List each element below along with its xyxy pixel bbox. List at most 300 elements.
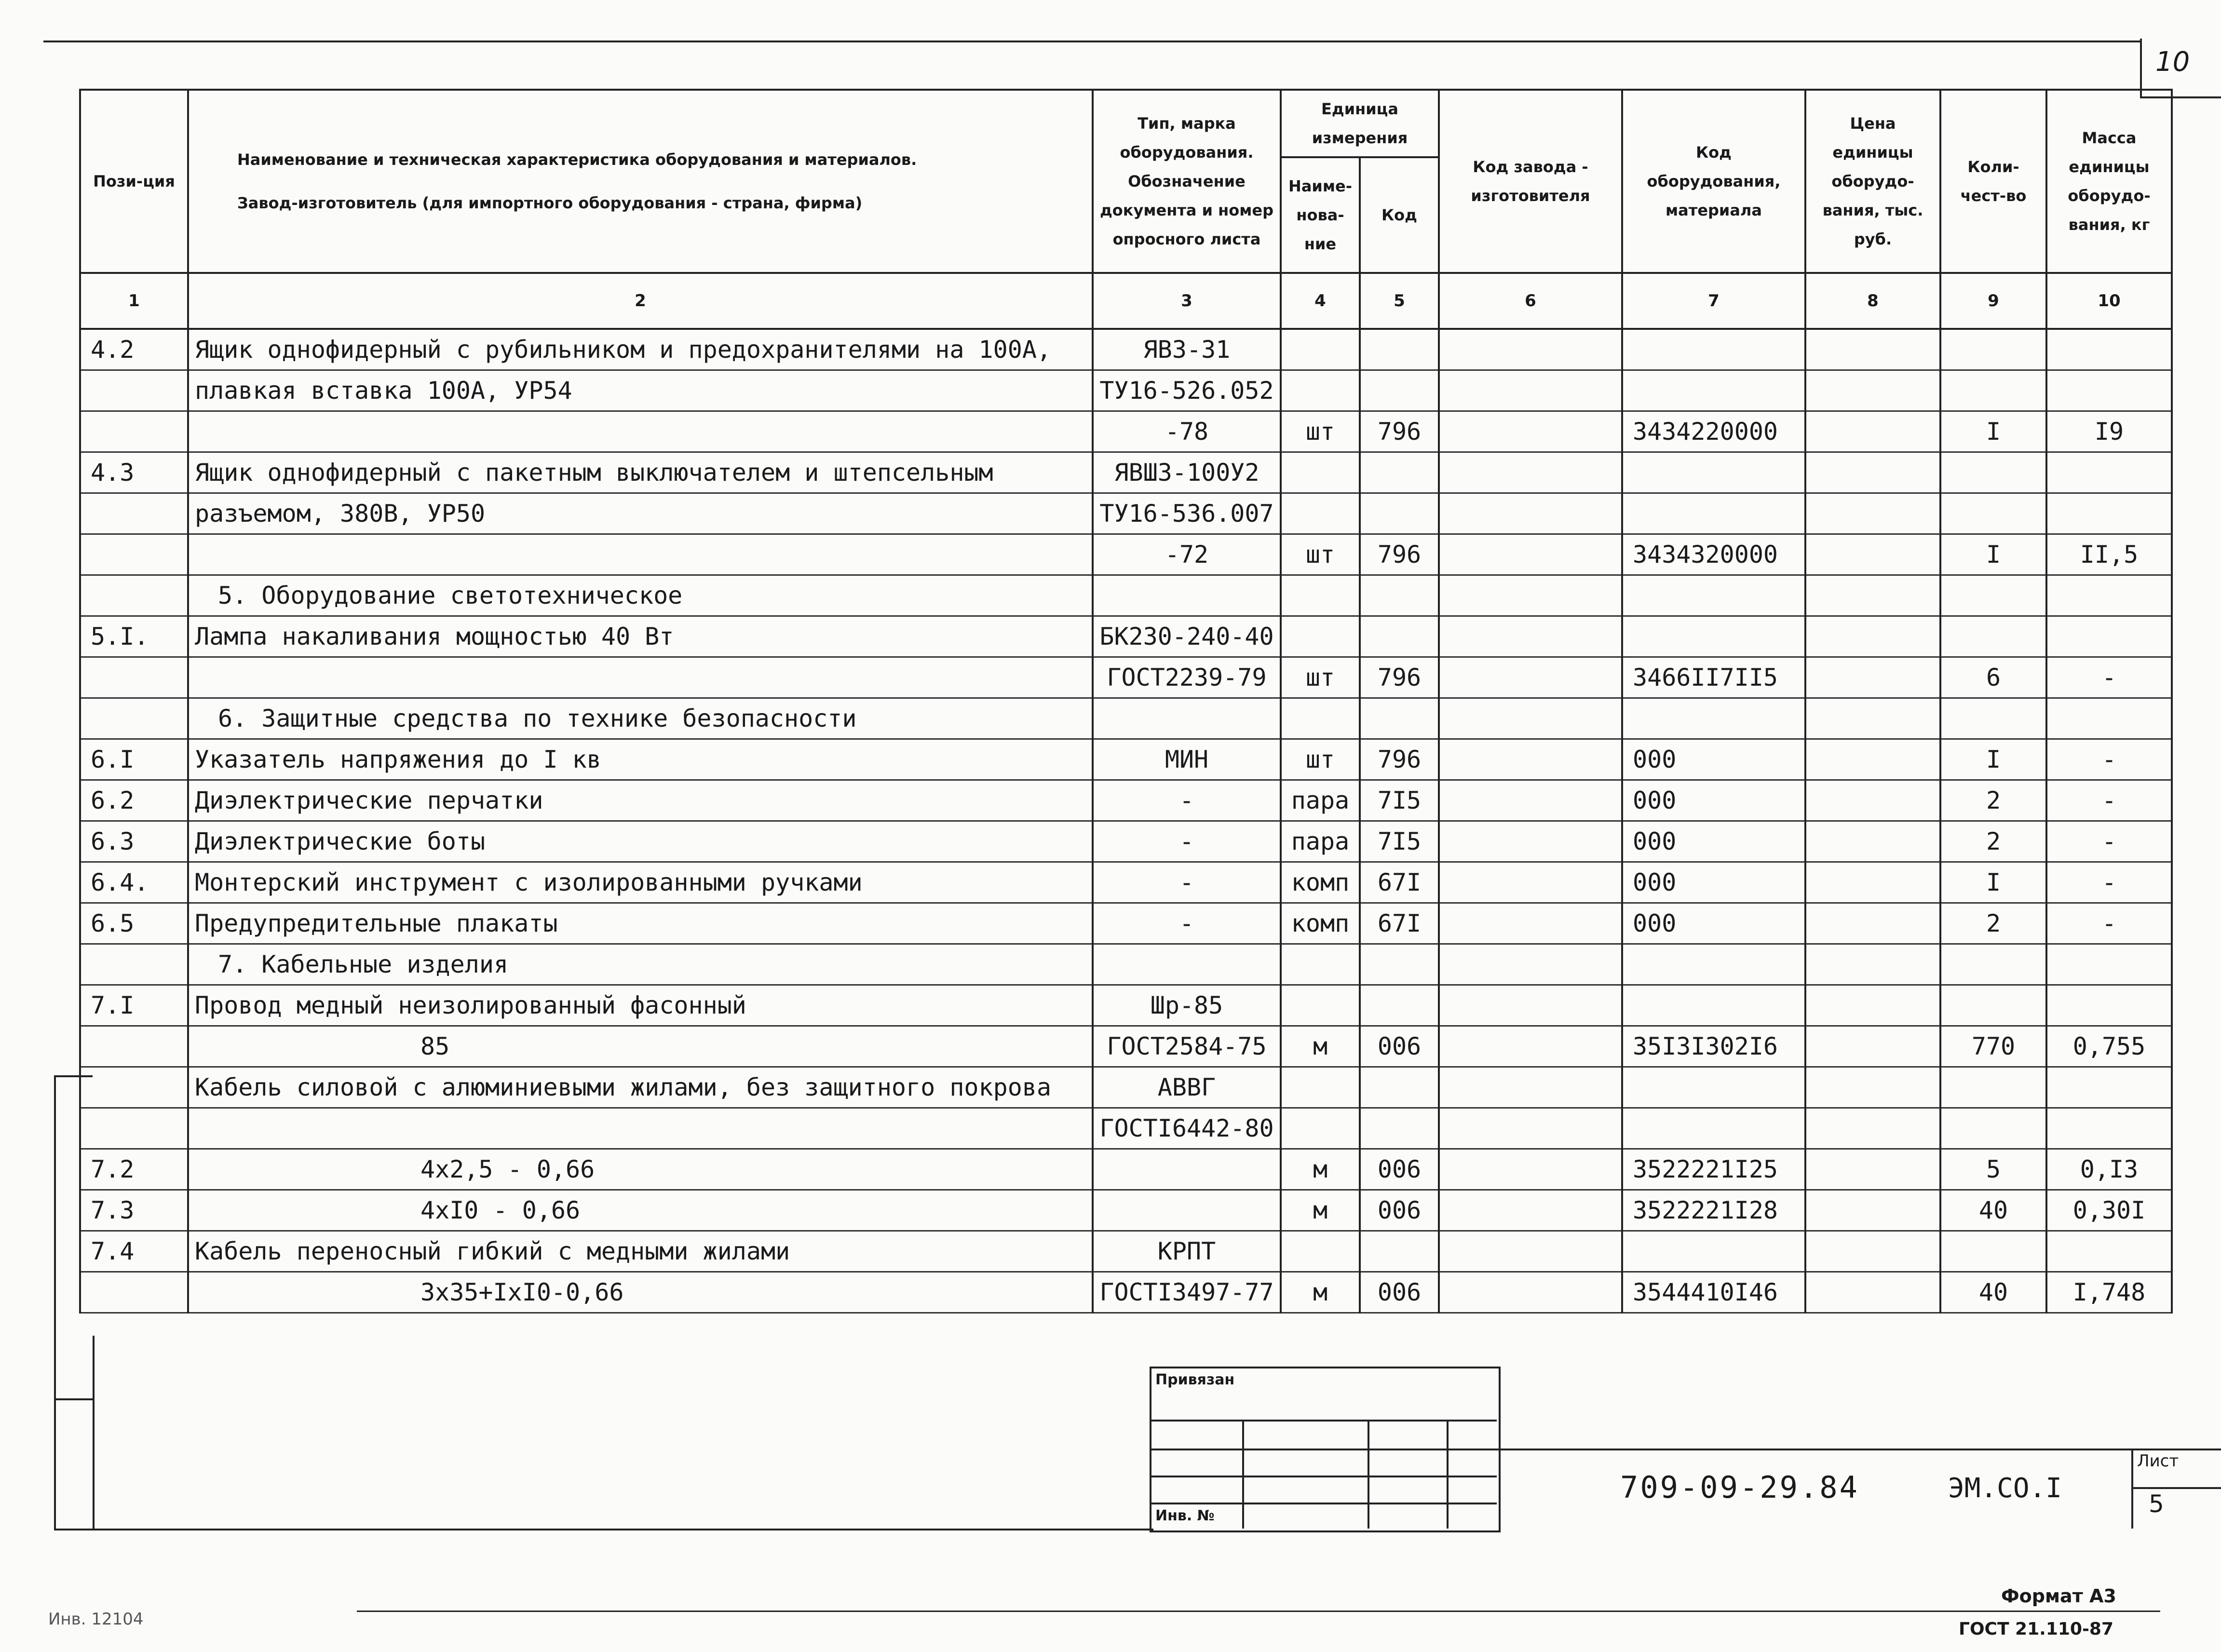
cell-price (1805, 739, 1940, 780)
sheet-label: Лист (2137, 1451, 2179, 1471)
inventory-footer: Инв. 12104 (48, 1610, 144, 1629)
binding-tick (54, 1529, 1153, 1530)
cell-plant-code (1439, 534, 1622, 575)
document-mark: ЭМ.СО.I (1948, 1473, 2062, 1504)
stamp-line (1150, 1476, 1497, 1477)
header-quantity: Коли-чест-во (1940, 90, 2046, 273)
cell-unit-code: 006 (1360, 1272, 1439, 1313)
cell-mass (2046, 370, 2172, 411)
table-row (80, 780, 2172, 821)
cell-unit-code: 796 (1360, 739, 1439, 780)
cell-name (188, 657, 1093, 698)
cell-name: Диэлектрические перчатки (188, 780, 1093, 821)
cell-type: -78 (1093, 411, 1281, 452)
cell-equipment-code: 35I3I302I6 (1622, 1026, 1805, 1067)
cell-mass: 0,30I (2046, 1190, 2172, 1231)
stamp-attached-label: Привязан (1155, 1371, 1235, 1388)
cell-type: КРПТ (1093, 1231, 1281, 1272)
cell-equipment-code (1622, 1108, 1805, 1149)
cell-quantity (1940, 944, 2046, 985)
cell-quantity: I (1940, 862, 2046, 903)
cell-equipment-code: 3466II7II5 (1622, 657, 1805, 698)
table-row (80, 370, 2172, 411)
cell-equipment-code (1622, 329, 1805, 370)
cell-plant-code (1439, 1190, 1622, 1231)
cell-quantity (1940, 616, 2046, 657)
cell-mass: 0,755 (2046, 1026, 2172, 1067)
cell-unit-code: 006 (1360, 1149, 1439, 1190)
cell-position: 7.2 (80, 1149, 188, 1190)
cell-name: 6. Защитные средства по технике безопасности (188, 698, 1093, 739)
cell-unit-name (1281, 944, 1360, 985)
header-mass: Масса единицы оборудо-вания, кг (2046, 90, 2172, 273)
table-row (80, 411, 2172, 452)
cell-mass: I,748 (2046, 1272, 2172, 1313)
cell-position: 6.I (80, 739, 188, 780)
cell-name: 5. Оборудование светотехническое (188, 575, 1093, 616)
cell-plant-code (1439, 616, 1622, 657)
cell-name: Провод медный неизолированный фасонный (188, 985, 1093, 1026)
cell-quantity: I (1940, 739, 2046, 780)
cell-name: 85 (188, 1026, 1093, 1067)
cell-position (80, 657, 188, 698)
cell-position: 4.2 (80, 329, 188, 370)
cell-plant-code (1439, 1067, 1622, 1108)
header-plant-code: Код завода - изготовителя (1439, 90, 1622, 273)
cell-price (1805, 1149, 1940, 1190)
cell-unit-code: 796 (1360, 411, 1439, 452)
cell-price (1805, 1108, 1940, 1149)
cell-unit-code: 006 (1360, 1026, 1439, 1067)
cell-unit-name (1281, 985, 1360, 1026)
column-number: 9 (1940, 273, 2046, 329)
cell-unit-code (1360, 698, 1439, 739)
cell-plant-code (1439, 903, 1622, 944)
cell-price (1805, 944, 1940, 985)
cell-plant-code (1439, 493, 1622, 534)
column-number: 7 (1622, 273, 1805, 329)
cell-name: Кабель переносный гибкий с медными жилами (188, 1231, 1093, 1272)
cell-equipment-code: 3544410I46 (1622, 1272, 1805, 1313)
cell-unit-code (1360, 452, 1439, 493)
cell-position (80, 534, 188, 575)
cell-name: 4х2,5 - 0,66 (188, 1149, 1093, 1190)
column-number: 8 (1805, 273, 1940, 329)
cell-position (80, 1108, 188, 1149)
cell-equipment-code (1622, 452, 1805, 493)
table-row (80, 698, 2172, 739)
cell-unit-name (1281, 452, 1360, 493)
cell-quantity: 5 (1940, 1149, 2046, 1190)
table-row (80, 903, 2172, 944)
cell-name: Ящик однофидерный с пакетным выключателем и штепсельным (188, 452, 1093, 493)
cell-unit-name: шт (1281, 739, 1360, 780)
cell-position (80, 698, 188, 739)
cell-position (80, 1067, 188, 1108)
stamp-line (1447, 1420, 1449, 1529)
format-label: Формат А3 (2001, 1585, 2116, 1607)
header-unit-code: Код (1360, 157, 1439, 273)
cell-quantity (1940, 452, 2046, 493)
cell-unit-name (1281, 616, 1360, 657)
cell-unit-code (1360, 1231, 1439, 1272)
cell-plant-code (1439, 780, 1622, 821)
cell-mass: - (2046, 739, 2172, 780)
cell-mass (2046, 616, 2172, 657)
cell-quantity: 6 (1940, 657, 2046, 698)
cell-price (1805, 370, 1940, 411)
stamp-line (1150, 1449, 1497, 1450)
cell-name: плавкая вставка 100А, УР54 (188, 370, 1093, 411)
stamp-line (1150, 1420, 1497, 1422)
cell-quantity (1940, 985, 2046, 1026)
table-row (80, 1149, 2172, 1190)
cell-price (1805, 1067, 1940, 1108)
cell-unit-name: м (1281, 1190, 1360, 1231)
top-rule (43, 41, 2141, 42)
cell-unit-code (1360, 1067, 1439, 1108)
cell-quantity: 40 (1940, 1190, 2046, 1231)
table-row (80, 1026, 2172, 1067)
cell-name (188, 411, 1093, 452)
cell-quantity (1940, 575, 2046, 616)
cell-equipment-code (1622, 1067, 1805, 1108)
cell-name: Диэлектрические боты (188, 821, 1093, 862)
cell-mass (2046, 493, 2172, 534)
cell-plant-code (1439, 657, 1622, 698)
cell-price (1805, 821, 1940, 862)
cell-price (1805, 452, 1940, 493)
cell-price (1805, 698, 1940, 739)
table-row (80, 329, 2172, 370)
page-number: 10 (2155, 46, 2190, 78)
cell-type: АВВГ (1093, 1067, 1281, 1108)
cell-quantity (1940, 1067, 2046, 1108)
cell-equipment-code: 000 (1622, 739, 1805, 780)
header-price: Цена единицы оборудо-вания, тыс. руб. (1805, 90, 1940, 273)
cell-price (1805, 862, 1940, 903)
cell-equipment-code (1622, 985, 1805, 1026)
table-row (80, 944, 2172, 985)
cell-quantity: 40 (1940, 1272, 2046, 1313)
cell-mass (2046, 1231, 2172, 1272)
cell-name: 4хI0 - 0,66 (188, 1190, 1093, 1231)
table-row (80, 1108, 2172, 1149)
cell-price (1805, 329, 1940, 370)
table-row (80, 1231, 2172, 1272)
column-number: 4 (1281, 273, 1360, 329)
cell-type: ГОСТI6442-80 (1093, 1108, 1281, 1149)
cell-unit-code (1360, 575, 1439, 616)
cell-type: - (1093, 821, 1281, 862)
cell-type: - (1093, 862, 1281, 903)
cell-unit-code: 796 (1360, 534, 1439, 575)
cell-mass (2046, 452, 2172, 493)
cell-equipment-code (1622, 370, 1805, 411)
cell-unit-name: шт (1281, 411, 1360, 452)
table-row (80, 985, 2172, 1026)
cell-type: ТУ16-536.007 (1093, 493, 1281, 534)
cell-price (1805, 534, 1940, 575)
stamp-line (2131, 1487, 2221, 1489)
cell-mass (2046, 985, 2172, 1026)
cell-plant-code (1439, 411, 1622, 452)
cell-unit-name (1281, 370, 1360, 411)
cell-unit-code: 67I (1360, 862, 1439, 903)
cell-equipment-code: 000 (1622, 780, 1805, 821)
cell-mass: - (2046, 780, 2172, 821)
cell-price (1805, 903, 1940, 944)
column-number: 2 (188, 273, 1093, 329)
header-unit-group: Единица измерения (1281, 90, 1439, 157)
cell-type: ГОСТI3497-77 (1093, 1272, 1281, 1313)
table-row (80, 1272, 2172, 1313)
cell-position: 6.4. (80, 862, 188, 903)
cell-plant-code (1439, 329, 1622, 370)
cell-unit-name: шт (1281, 657, 1360, 698)
cell-quantity: I (1940, 411, 2046, 452)
header-type: Тип, марка оборудования. Обозначение документа и номер опросного листа (1093, 90, 1281, 273)
cell-equipment-code: 3434320000 (1622, 534, 1805, 575)
cell-type: ГОСТ2584-75 (1093, 1026, 1281, 1067)
table-row (80, 493, 2172, 534)
header-unit-name: Наиме-нова-ние (1281, 157, 1360, 273)
cell-position: 7.I (80, 985, 188, 1026)
cell-price (1805, 657, 1940, 698)
cell-type (1093, 1149, 1281, 1190)
cell-unit-name: шт (1281, 534, 1360, 575)
cell-type: Шр-85 (1093, 985, 1281, 1026)
cell-type: ГОСТ2239-79 (1093, 657, 1281, 698)
cell-position: 6.3 (80, 821, 188, 862)
cell-equipment-code (1622, 616, 1805, 657)
cell-plant-code (1439, 985, 1622, 1026)
footer-rule (357, 1611, 2160, 1612)
sheet-value: 5 (2149, 1490, 2164, 1518)
table-row (80, 616, 2172, 657)
cell-unit-code (1360, 493, 1439, 534)
cell-type: МИН (1093, 739, 1281, 780)
cell-mass: I9 (2046, 411, 2172, 452)
cell-plant-code (1439, 1272, 1622, 1313)
stamp-inventory-label: Инв. № (1155, 1507, 1215, 1524)
cell-unit-code (1360, 944, 1439, 985)
cell-unit-code: 796 (1360, 657, 1439, 698)
cell-unit-name: пара (1281, 780, 1360, 821)
cell-name: Предупредительные плакаты (188, 903, 1093, 944)
table-row (80, 452, 2172, 493)
cell-mass: - (2046, 862, 2172, 903)
cell-quantity (1940, 370, 2046, 411)
cell-plant-code (1439, 1149, 1622, 1190)
cell-quantity (1940, 329, 2046, 370)
cell-name: Ящик однофидерный с рубильником и предохранителями на 100А, (188, 329, 1093, 370)
cell-price (1805, 1026, 1940, 1067)
stamp-line (1150, 1503, 1497, 1504)
header-equipment-code: Код оборудования, материала (1622, 90, 1805, 273)
cell-equipment-code (1622, 493, 1805, 534)
cell-mass: - (2046, 821, 2172, 862)
cell-mass: 0,I3 (2046, 1149, 2172, 1190)
cell-quantity (1940, 1108, 2046, 1149)
header-name-line1: Наименование и техническая характеристика оборудования и материалов. (237, 150, 917, 169)
cell-unit-name (1281, 575, 1360, 616)
stamp-line (1242, 1420, 1244, 1529)
cell-unit-code: 67I (1360, 903, 1439, 944)
cell-unit-name: пара (1281, 821, 1360, 862)
header-name (188, 90, 1093, 273)
cell-plant-code (1439, 1026, 1622, 1067)
cell-equipment-code: 3434220000 (1622, 411, 1805, 452)
cell-name: Кабель силовой с алюминиевыми жилами, без защитного покрова (188, 1067, 1093, 1108)
cell-mass (2046, 329, 2172, 370)
document-code: 709-09-29.84 (1620, 1470, 1859, 1505)
cell-plant-code (1439, 575, 1622, 616)
cell-plant-code (1439, 862, 1622, 903)
cell-unit-name: м (1281, 1026, 1360, 1067)
spec-table-body (80, 329, 2172, 1313)
cell-mass (2046, 698, 2172, 739)
cell-mass (2046, 1067, 2172, 1108)
gost-label: ГОСТ 21.110-87 (1959, 1619, 2114, 1639)
cell-position: 5.I. (80, 616, 188, 657)
binding-tick (54, 1398, 93, 1400)
table-row (80, 534, 2172, 575)
stamp-line (1368, 1420, 1369, 1529)
cell-price (1805, 575, 1940, 616)
table-row (80, 821, 2172, 862)
cell-mass: - (2046, 657, 2172, 698)
cell-name: разъемом, 380В, УР50 (188, 493, 1093, 534)
header-name-line2: Завод-изготовитель (для импортного оборудования - страна, фирма) (237, 194, 863, 212)
cell-position: 6.2 (80, 780, 188, 821)
cell-position: 7.3 (80, 1190, 188, 1231)
cell-equipment-code: 000 (1622, 903, 1805, 944)
cell-name (188, 534, 1093, 575)
cell-position (80, 493, 188, 534)
cell-type: -72 (1093, 534, 1281, 575)
cell-position: 7.4 (80, 1231, 188, 1272)
cell-unit-name: комп (1281, 862, 1360, 903)
cell-position (80, 411, 188, 452)
column-number: 10 (2046, 273, 2172, 329)
cell-type: - (1093, 780, 1281, 821)
cell-unit-code (1360, 329, 1439, 370)
equipment-spec-table (79, 89, 2173, 1313)
cell-name: Указатель напряжения до I кв (188, 739, 1093, 780)
cell-unit-name (1281, 1108, 1360, 1149)
cell-plant-code (1439, 452, 1622, 493)
cell-quantity (1940, 1231, 2046, 1272)
cell-price (1805, 616, 1940, 657)
cell-position (80, 370, 188, 411)
cell-type (1093, 944, 1281, 985)
cell-unit-code (1360, 370, 1439, 411)
cell-mass: - (2046, 903, 2172, 944)
cell-unit-name: м (1281, 1272, 1360, 1313)
cell-equipment-code: 3522221I28 (1622, 1190, 1805, 1231)
cell-plant-code (1439, 739, 1622, 780)
cell-name: 3х35+IхI0-0,66 (188, 1272, 1093, 1313)
table-row (80, 862, 2172, 903)
cell-type: - (1093, 903, 1281, 944)
cell-type (1093, 575, 1281, 616)
cell-equipment-code: 000 (1622, 821, 1805, 862)
cell-type: БК230-240-40 (1093, 616, 1281, 657)
cell-unit-code (1360, 616, 1439, 657)
cell-equipment-code (1622, 1231, 1805, 1272)
cell-price (1805, 1272, 1940, 1313)
cell-unit-name (1281, 493, 1360, 534)
cell-unit-code (1360, 985, 1439, 1026)
cell-equipment-code (1622, 575, 1805, 616)
cell-equipment-code: 3522221I25 (1622, 1149, 1805, 1190)
table-row (80, 575, 2172, 616)
column-number: 1 (80, 273, 188, 329)
cell-plant-code (1439, 370, 1622, 411)
cell-type (1093, 1190, 1281, 1231)
cell-price (1805, 493, 1940, 534)
cell-unit-code: 7I5 (1360, 780, 1439, 821)
cell-name (188, 1108, 1093, 1149)
cell-type: ЯВШЗ-100У2 (1093, 452, 1281, 493)
cell-position (80, 575, 188, 616)
cell-name: Монтерский инструмент с изолированными ручками (188, 862, 1093, 903)
cell-quantity: I (1940, 534, 2046, 575)
cell-quantity (1940, 698, 2046, 739)
cell-quantity (1940, 493, 2046, 534)
cell-unit-name (1281, 1067, 1360, 1108)
cell-price (1805, 780, 1940, 821)
cell-type: ТУ16-526.052 (1093, 370, 1281, 411)
stamp-line (1497, 1449, 2221, 1450)
table-row (80, 739, 2172, 780)
cell-plant-code (1439, 1108, 1622, 1149)
cell-equipment-code (1622, 698, 1805, 739)
column-number: 6 (1439, 273, 1622, 329)
cell-price (1805, 1190, 1940, 1231)
cell-price (1805, 985, 1940, 1026)
cell-mass (2046, 944, 2172, 985)
cell-position (80, 1026, 188, 1067)
cell-unit-name (1281, 698, 1360, 739)
cell-position: 4.3 (80, 452, 188, 493)
cell-position: 6.5 (80, 903, 188, 944)
cell-unit-code: 006 (1360, 1190, 1439, 1231)
cell-unit-name: комп (1281, 903, 1360, 944)
column-number: 3 (1093, 273, 1281, 329)
cell-name: Лампа накаливания мощностью 40 Вт (188, 616, 1093, 657)
cell-quantity: 2 (1940, 821, 2046, 862)
table-row (80, 1067, 2172, 1108)
cell-plant-code (1439, 944, 1622, 985)
cell-position (80, 1272, 188, 1313)
cell-quantity: 770 (1940, 1026, 2046, 1067)
cell-price (1805, 1231, 1940, 1272)
cell-position (80, 944, 188, 985)
cell-plant-code (1439, 698, 1622, 739)
cell-equipment-code (1622, 944, 1805, 985)
cell-unit-code: 7I5 (1360, 821, 1439, 862)
cell-quantity: 2 (1940, 780, 2046, 821)
cell-mass: II,5 (2046, 534, 2172, 575)
cell-unit-name (1281, 329, 1360, 370)
cell-mass (2046, 1108, 2172, 1149)
cell-quantity: 2 (1940, 903, 2046, 944)
cell-unit-code (1360, 1108, 1439, 1149)
cell-plant-code (1439, 821, 1622, 862)
column-number: 5 (1360, 273, 1439, 329)
